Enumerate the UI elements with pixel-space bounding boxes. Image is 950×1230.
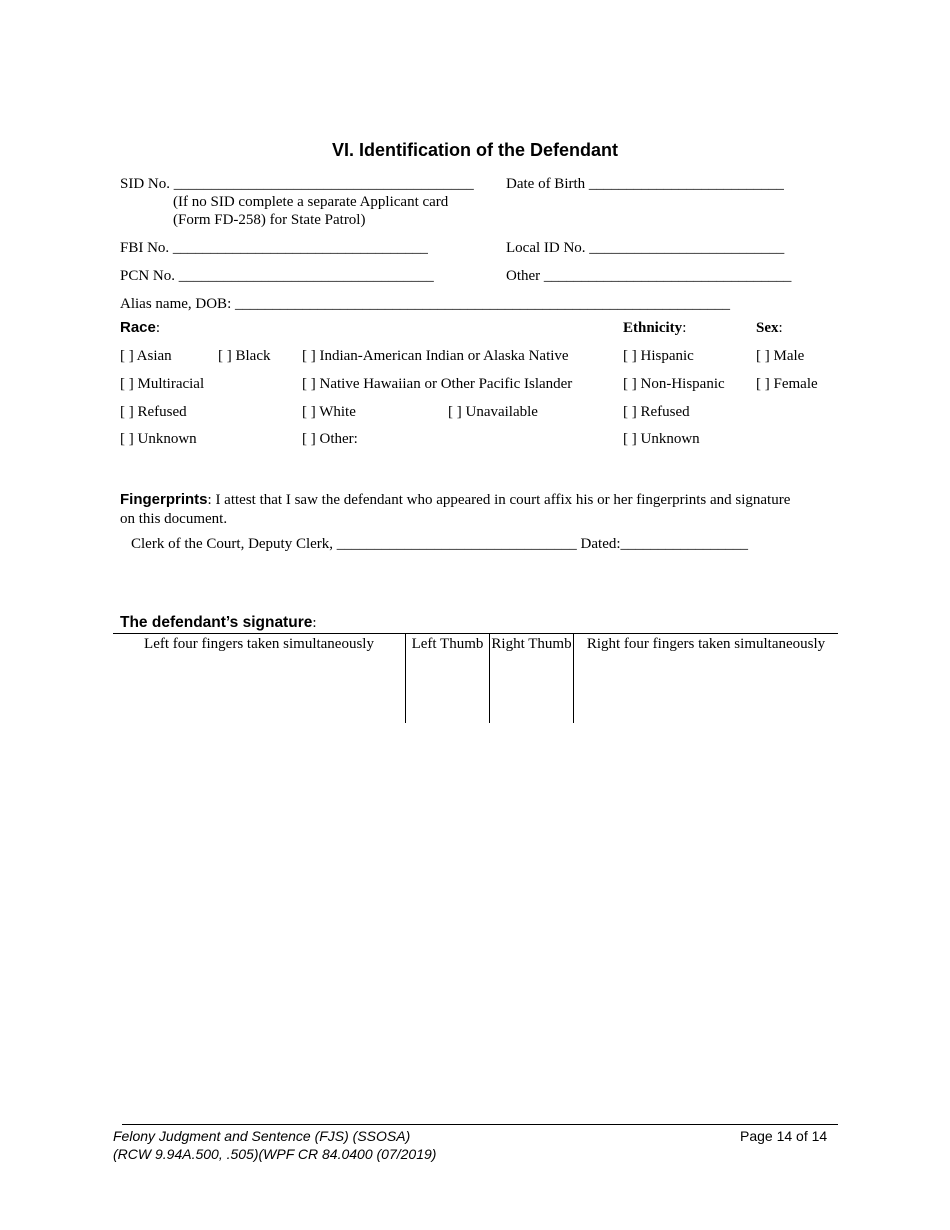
defendant-signature-heading: The defendant’s signature: [120, 614, 317, 631]
race-asian-checkbox[interactable]: [ ] Asian [120, 348, 172, 364]
fingerprints-heading: Fingerprints [120, 491, 208, 508]
alias-dob-field[interactable]: Alias name, DOB: __________________________________________________________________ [120, 296, 730, 312]
clerk-signature-line[interactable]: Clerk of the Court, Deputy Clerk, ________________________________ Dated:_________________ [131, 536, 749, 552]
footer-citation: (RCW 9.94A.500, .505)(WPF CR 84.0400 (07/2019) [113, 1146, 437, 1162]
race-refused-checkbox[interactable]: [ ] Refused [120, 404, 187, 420]
fingerprints-attestation: Fingerprints: I attest that I saw the defendant who appeared in court affix his or her fingerprints and signature [120, 491, 791, 508]
pcn-field[interactable]: PCN No. __________________________________ [120, 268, 434, 284]
fingerprints-text-2: on this document. [120, 511, 228, 527]
left-four-fingers-box[interactable]: Left four fingers taken simultaneously [144, 636, 374, 652]
ethnicity-refused-checkbox[interactable]: [ ] Refused [623, 404, 690, 420]
dob-field[interactable]: Date of Birth __________________________ [506, 176, 784, 192]
fbi-field[interactable]: FBI No. __________________________________ [120, 240, 428, 256]
race-heading: Race: [120, 319, 161, 336]
other-id-field[interactable]: Other _________________________________ [506, 268, 792, 284]
sid-note-line-2: (Form FD-258) for State Patrol) [173, 212, 366, 228]
race-unknown-checkbox[interactable]: [ ] Unknown [120, 431, 197, 447]
ethnicity-hispanic-checkbox[interactable]: [ ] Hispanic [623, 348, 694, 364]
sid-note-line-1: (If no SID complete a separate Applicant card [173, 194, 449, 210]
race-multiracial-checkbox[interactable]: [ ] Multiracial [120, 376, 205, 392]
race-other-checkbox[interactable]: [ ] Other: [302, 431, 358, 447]
race-white-checkbox[interactable]: [ ] White [302, 404, 356, 420]
sid-field[interactable]: SID No. ________________________________________ [120, 176, 474, 192]
sex-female-checkbox[interactable]: [ ] Female [756, 376, 818, 392]
section-title: VI. Identification of the Defendant [331, 140, 618, 160]
footer-page-number: Page 14 of 14 [740, 1128, 828, 1144]
race-black-checkbox[interactable]: [ ] Black [218, 348, 271, 364]
race-indian-checkbox[interactable]: [ ] Indian-American Indian or Alaska Native [302, 348, 569, 364]
race-heading-label: Race [120, 319, 156, 336]
left-thumb-box[interactable]: Left Thumb [411, 636, 484, 652]
ethnicity-heading: Ethnicity: [623, 320, 687, 336]
ethnicity-non-hispanic-checkbox[interactable]: [ ] Non-Hispanic [623, 376, 725, 392]
sex-heading-label: Sex [756, 320, 779, 336]
fingerprint-table-top-border [113, 633, 838, 634]
right-thumb-box[interactable]: Right Thumb [491, 636, 572, 652]
sex-male-checkbox[interactable]: [ ] Male [756, 348, 805, 364]
ethnicity-heading-label: Ethnicity [623, 320, 683, 336]
fingerprints-text-1: I attest that I saw the defendant who appeared in court affix his or her fingerprints and signature [211, 492, 791, 508]
footer-rule [122, 1124, 838, 1125]
local-id-field[interactable]: Local ID No. __________________________ [506, 240, 785, 256]
defendant-signature-label: The defendant’s signature [120, 614, 313, 631]
footer-form-title: Felony Judgment and Sentence (FJS) (SSOSA) [113, 1128, 411, 1144]
race-hawaiian-checkbox[interactable]: [ ] Native Hawaiian or Other Pacific Islander [302, 376, 573, 392]
right-four-fingers-box[interactable]: Right four fingers taken simultaneously [586, 636, 826, 652]
ethnicity-unknown-checkbox[interactable]: [ ] Unknown [623, 431, 700, 447]
race-unavailable-checkbox[interactable]: [ ] Unavailable [448, 404, 538, 420]
sex-heading: Sex: [756, 320, 783, 336]
